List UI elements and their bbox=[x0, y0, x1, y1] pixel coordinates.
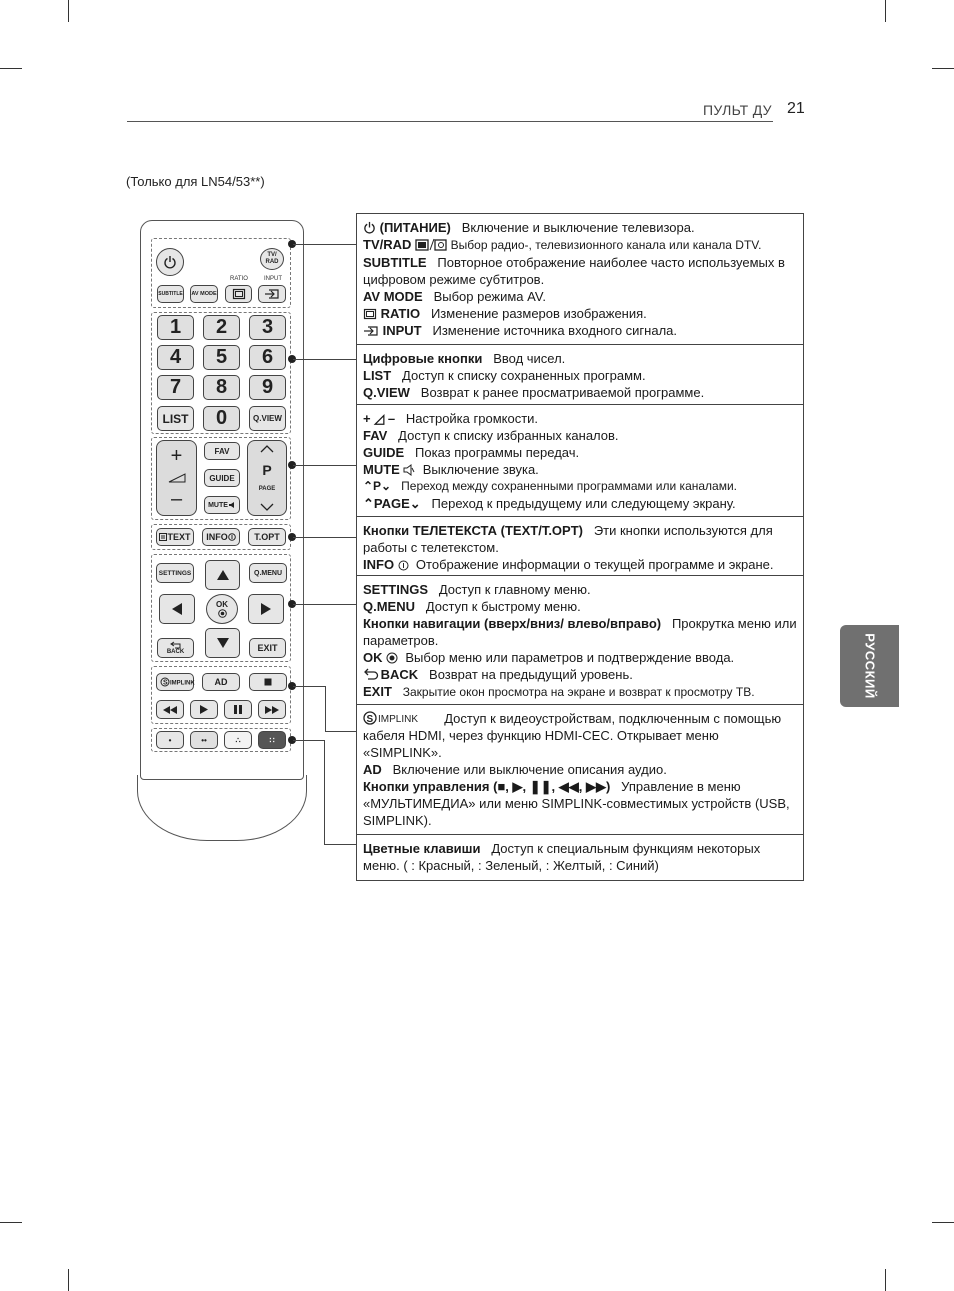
legend-table bbox=[356, 213, 804, 881]
svg-text:IMPLINK: IMPLINK bbox=[378, 714, 419, 725]
remote-bottom bbox=[137, 775, 307, 841]
crop-mark bbox=[885, 1269, 886, 1291]
digit-8-button[interactable]: 8 bbox=[203, 375, 240, 400]
info-icon bbox=[398, 560, 409, 571]
legend-key: Цветные клавиши bbox=[363, 841, 481, 856]
digit-0-button[interactable]: 0 bbox=[203, 406, 240, 431]
play-icon bbox=[200, 705, 208, 714]
input-button[interactable] bbox=[258, 285, 286, 303]
crop-mark bbox=[68, 0, 69, 22]
legend-key: ⌃P⌄ bbox=[363, 479, 392, 493]
digit-7-button[interactable]: 7 bbox=[157, 375, 194, 400]
legend-row-volume bbox=[357, 405, 803, 517]
rewind-icon bbox=[163, 706, 177, 714]
legend-item bbox=[363, 461, 797, 478]
power-button[interactable] bbox=[156, 248, 184, 276]
volume-icon bbox=[168, 473, 186, 483]
crop-mark bbox=[885, 0, 886, 22]
settings-button[interactable]: SETTINGS bbox=[156, 563, 194, 583]
callout-line bbox=[325, 731, 356, 732]
back-icon bbox=[363, 669, 377, 681]
legend-item bbox=[363, 254, 797, 288]
legend-item bbox=[363, 288, 797, 305]
legend-item bbox=[363, 350, 797, 367]
arrow-left-icon bbox=[171, 602, 183, 616]
ok-button[interactable] bbox=[206, 594, 238, 624]
callout-line bbox=[293, 244, 356, 245]
legend-item bbox=[363, 581, 797, 598]
ratio-icon bbox=[363, 308, 377, 320]
legend-text: Эти кнопки используются для работы с телетекстом. bbox=[363, 523, 773, 555]
legend-row-navigation bbox=[357, 576, 803, 705]
legend-row-media bbox=[357, 705, 803, 835]
legend-item bbox=[363, 840, 797, 874]
power-icon bbox=[363, 221, 376, 234]
input-label: INPUT bbox=[264, 276, 282, 282]
digit-3-button[interactable]: 3 bbox=[249, 315, 286, 340]
legend-key: RATIO bbox=[380, 306, 421, 321]
rewind-button[interactable] bbox=[156, 700, 184, 719]
callout-line bbox=[324, 740, 325, 844]
green-key[interactable]: •• bbox=[190, 731, 218, 749]
legend-key: GUIDE bbox=[363, 445, 405, 460]
power-icon bbox=[163, 255, 177, 269]
qmenu-button[interactable]: Q.MENU bbox=[249, 563, 287, 583]
callout-line bbox=[324, 844, 356, 845]
callout-line bbox=[293, 537, 356, 538]
info-icon bbox=[228, 533, 236, 541]
legend-key: Q.MENU bbox=[363, 599, 415, 614]
back-button[interactable] bbox=[157, 638, 194, 658]
info-label: INFO bbox=[206, 532, 228, 542]
ok-icon bbox=[218, 609, 227, 618]
legend-text: Возврат на предыдущий уровень. bbox=[429, 667, 633, 682]
callout-line bbox=[293, 686, 325, 687]
tv-rad-button[interactable]: TV/ RAD bbox=[260, 248, 284, 270]
yellow-key[interactable]: ∴ bbox=[224, 731, 252, 749]
legend-key: Q.VIEW bbox=[363, 385, 410, 400]
legend-key: SUBTITLE bbox=[363, 255, 427, 270]
legend-key: SETTINGS bbox=[363, 582, 429, 597]
legend-item bbox=[363, 556, 797, 573]
nav-up-button[interactable] bbox=[205, 560, 240, 590]
legend-item bbox=[363, 522, 797, 556]
legend-row-teletext bbox=[357, 517, 803, 576]
input-icon bbox=[264, 288, 280, 300]
legend-key: Кнопки навигации (вверх/вниз/ влево/вправо) bbox=[363, 616, 662, 631]
legend-item bbox=[363, 598, 797, 615]
callout-line bbox=[293, 604, 356, 605]
legend-item bbox=[363, 615, 797, 649]
svg-text:IMPLINK: IMPLINK bbox=[170, 680, 195, 687]
legend-text: Включение или выключение описания аудио. bbox=[392, 762, 667, 777]
program-label: P bbox=[262, 461, 272, 478]
legend-key: ⌃PAGE⌄ bbox=[363, 496, 421, 511]
legend-item bbox=[363, 683, 797, 701]
legend-item bbox=[363, 427, 797, 444]
legend-key: FAV bbox=[363, 428, 388, 443]
nav-down-button[interactable] bbox=[205, 628, 240, 658]
legend-item bbox=[363, 384, 797, 401]
blue-key[interactable]: ∷ bbox=[258, 731, 286, 749]
ad-button[interactable]: AD bbox=[202, 673, 240, 691]
legend-text: Доступ к специальным функциям некоторых меню. ( : Красный, : Зеленый, : Желтый, : Синий) bbox=[363, 841, 761, 873]
crop-mark bbox=[932, 68, 954, 69]
tv-rad-icon bbox=[415, 238, 447, 251]
text-label: TEXT bbox=[167, 532, 191, 542]
crop-mark bbox=[932, 1222, 954, 1223]
stop-button[interactable] bbox=[249, 673, 287, 691]
pause-button[interactable] bbox=[224, 700, 252, 719]
legend-key: (ПИТАНИЕ) bbox=[379, 220, 451, 235]
callout-line bbox=[293, 465, 356, 466]
back-label: BACK bbox=[166, 648, 185, 655]
legend-key: LIST bbox=[363, 368, 392, 383]
legend-text: Показ программы передач. bbox=[415, 445, 580, 460]
mute-icon bbox=[403, 464, 415, 476]
legend-key: Кнопки ТЕЛЕТЕКСТА (TEXT/T.OPT) bbox=[363, 523, 583, 538]
legend-text: Изменение источника входного сигнала. bbox=[432, 323, 678, 338]
legend-key: EXIT bbox=[363, 684, 392, 699]
simplink-button[interactable] bbox=[156, 673, 194, 691]
digit-1-button[interactable]: 1 bbox=[157, 315, 194, 340]
legend-text: Доступ к списку избранных каналов. bbox=[398, 428, 619, 443]
fast-forward-icon bbox=[265, 706, 279, 714]
legend-item bbox=[363, 478, 797, 495]
ratio-button[interactable] bbox=[225, 285, 252, 303]
fast-forward-button[interactable] bbox=[258, 700, 286, 719]
arrow-right-icon bbox=[260, 602, 272, 616]
legend-text: Закрытие окон просмотра на экране и возврат к просмотру ТВ. bbox=[402, 685, 755, 699]
legend-text: Доступ к быстрому меню. bbox=[425, 599, 581, 614]
legend-text: Прокрутка меню или параметров. bbox=[363, 616, 797, 648]
qview-button[interactable]: Q.VIEW bbox=[249, 406, 286, 431]
legend-text: Выбор меню или параметров и подтверждение ввода. bbox=[405, 650, 735, 665]
legend-key: Кнопки управления (■, ▶, ❚❚, ◀◀, ▶▶) bbox=[363, 779, 611, 794]
subtitle-button[interactable]: SUBTITLE bbox=[157, 285, 184, 303]
play-button[interactable] bbox=[190, 700, 218, 719]
legend-item bbox=[363, 710, 797, 761]
legend-key: TV/RAD bbox=[363, 237, 412, 252]
legend-text: Управление в меню «МУЛЬТИМЕДИА» или меню SIMPLINK-совместимых устройств (USB, SIMPLINK). bbox=[363, 779, 790, 828]
digit-6-button[interactable]: 6 bbox=[249, 345, 286, 370]
legend-text: Изменение размеров изображения. bbox=[430, 306, 647, 321]
legend-text: Доступ к главному меню. bbox=[438, 582, 591, 597]
legend-row-power bbox=[357, 214, 803, 345]
legend-text: Переход между сохраненными программами или каналами. bbox=[401, 479, 737, 493]
arrow-up-icon bbox=[216, 569, 230, 581]
legend-key: Цифровые кнопки bbox=[363, 351, 483, 366]
chevron-up-icon bbox=[260, 445, 274, 453]
legend-row-digits bbox=[357, 345, 803, 405]
back-icon bbox=[169, 642, 183, 649]
legend-key: AV MODE bbox=[363, 289, 423, 304]
callout-line bbox=[293, 740, 324, 741]
legend-key: INPUT bbox=[382, 323, 422, 338]
legend-key: MUTE bbox=[363, 462, 400, 477]
legend-key: INFO bbox=[363, 557, 395, 572]
nav-right-button[interactable] bbox=[248, 594, 284, 624]
legend-item bbox=[363, 367, 797, 384]
legend-text: Выключение звука. bbox=[422, 462, 539, 477]
mute-icon bbox=[228, 501, 236, 509]
ok-icon bbox=[386, 652, 398, 664]
ratio-icon bbox=[232, 288, 246, 300]
legend-item bbox=[363, 495, 797, 512]
mute-button[interactable] bbox=[204, 496, 240, 514]
legend-text: Переход к предыдущему или следующему экрану. bbox=[431, 496, 736, 511]
legend-item bbox=[363, 761, 797, 778]
nav-left-button[interactable] bbox=[159, 594, 195, 624]
program-rocker[interactable] bbox=[247, 440, 287, 516]
digit-4-button[interactable]: 4 bbox=[157, 345, 194, 370]
legend-key: + ◿ – bbox=[363, 411, 396, 426]
legend-item bbox=[363, 219, 797, 236]
av-mode-button[interactable]: AV MODE bbox=[190, 285, 218, 303]
legend-row-color-keys bbox=[357, 835, 803, 880]
legend-item bbox=[363, 305, 797, 322]
legend-text: Повторное отображение наиболее часто используемых в цифровом режиме субтитров. bbox=[363, 255, 785, 287]
teletext-icon bbox=[159, 533, 167, 541]
digit-9-button[interactable]: 9 bbox=[249, 375, 286, 400]
chevron-down-icon bbox=[260, 503, 274, 511]
input-icon bbox=[363, 325, 379, 337]
arrow-down-icon bbox=[216, 637, 230, 649]
fav-button[interactable]: FAV bbox=[204, 442, 240, 460]
legend-item bbox=[363, 649, 797, 666]
legend-text: Ввод чисел. bbox=[493, 351, 566, 366]
section-label: ПУЛЬТ ДУ bbox=[703, 102, 772, 118]
legend-text: Выбор радио-, телевизионного канала или канала DTV. bbox=[450, 238, 762, 252]
volume-up-icon: + bbox=[170, 445, 183, 467]
svg-text:S: S bbox=[163, 679, 168, 687]
model-note: (Только для LN54/53**) bbox=[126, 174, 265, 189]
ratio-label: RATIO bbox=[230, 276, 248, 282]
header-rule bbox=[127, 121, 773, 122]
exit-button[interactable]: EXIT bbox=[249, 638, 286, 658]
simplink-icon bbox=[363, 711, 437, 725]
simplink-icon bbox=[160, 677, 195, 687]
crop-mark bbox=[0, 1222, 22, 1223]
text-button[interactable] bbox=[156, 528, 194, 546]
legend-text: Выбор режима AV. bbox=[433, 289, 546, 304]
crop-mark bbox=[68, 1269, 69, 1291]
legend-text: Включение и выключение телевизора. bbox=[461, 220, 695, 235]
legend-item bbox=[363, 666, 797, 683]
mute-label: MUTE bbox=[208, 501, 228, 509]
list-button[interactable]: LIST bbox=[157, 406, 194, 431]
digit-5-button[interactable]: 5 bbox=[203, 345, 240, 370]
svg-text:S: S bbox=[366, 714, 374, 725]
digit-2-button[interactable]: 2 bbox=[203, 315, 240, 340]
pause-icon bbox=[234, 705, 242, 714]
language-tab-label: РУССКИЙ bbox=[862, 633, 877, 699]
legend-text: Возврат к ранее просматриваемой программе. bbox=[420, 385, 705, 400]
info-button[interactable] bbox=[202, 528, 240, 546]
legend-key: OK bbox=[363, 650, 383, 665]
legend-item bbox=[363, 410, 797, 427]
red-key[interactable]: • bbox=[156, 731, 184, 749]
language-tab bbox=[840, 625, 899, 707]
page-number: 21 bbox=[787, 100, 805, 117]
stop-icon bbox=[264, 678, 272, 686]
legend-key: BACK bbox=[380, 667, 419, 682]
legend-text: Настройка громкости. bbox=[405, 411, 539, 426]
page-label: PAGE bbox=[258, 486, 276, 493]
crop-mark bbox=[0, 68, 22, 69]
legend-text: Отображение информации о текущей программе и экране. bbox=[415, 557, 774, 572]
legend-item bbox=[363, 236, 797, 254]
legend-text: Доступ к списку сохраненных программ. bbox=[402, 368, 646, 383]
topt-button[interactable]: T.OPT bbox=[248, 528, 286, 546]
volume-down-icon: – bbox=[170, 488, 183, 510]
callout-line bbox=[325, 686, 326, 731]
callout-line bbox=[293, 359, 356, 360]
guide-button[interactable]: GUIDE bbox=[204, 469, 240, 487]
legend-item bbox=[363, 322, 797, 339]
legend-text: Доступ к видеоустройствам, подключенным с помощью кабеля HDMI, через функцию HDMI-CEC. Открывает меню «SIMPLINK». bbox=[363, 711, 782, 760]
legend-item bbox=[363, 444, 797, 461]
volume-rocker[interactable] bbox=[156, 440, 197, 516]
legend-key: AD bbox=[363, 762, 382, 777]
ok-label: OK bbox=[216, 600, 228, 609]
legend-item bbox=[363, 778, 797, 829]
